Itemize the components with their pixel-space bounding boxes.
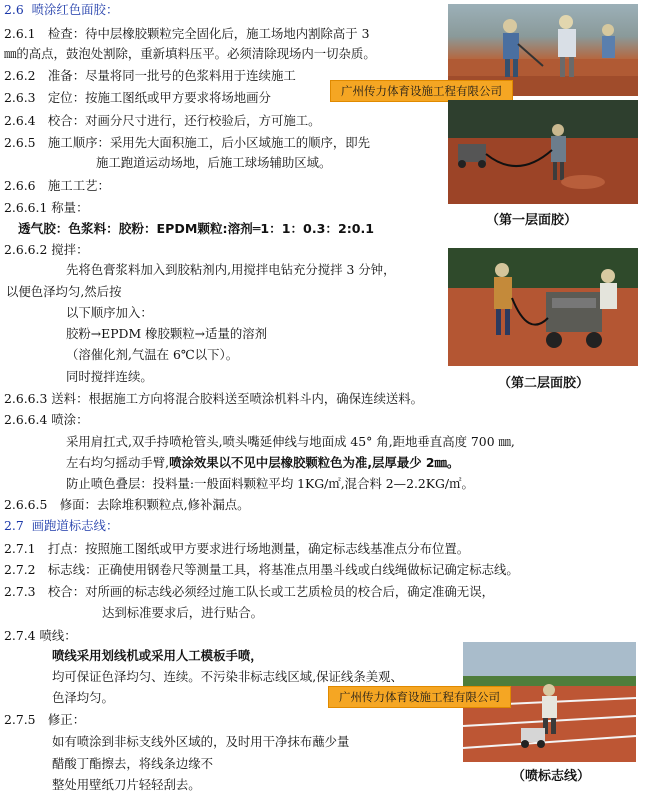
photo-first-coat-bottom	[448, 100, 638, 204]
s274-title: 2.7.4 喷线：	[4, 628, 77, 643]
photo1-caption: （第一层面胶）	[486, 213, 578, 228]
s2664-line3: 防止喷色叠层：投料量:一般面料颗粒平均 1KG/㎡,混合料 2—2.2KG/㎡。	[66, 476, 474, 491]
s273-line2: 达到标准要求后，进行贴合。	[102, 605, 264, 620]
s274-line2: 色泽均匀。	[52, 690, 114, 705]
s2662-line2: 以便色泽均匀,然后按	[6, 284, 122, 299]
s2664-line2-bold: 喷涂效果以不见中层橡胶颗粒色为准,层厚最少 2㎜。	[169, 455, 460, 470]
s2662-line1: 先将色膏浆料加入到胶粘剂内,用搅拌电钻充分搅拌 3 分钟，	[66, 262, 396, 277]
mixing-machine-illustration	[448, 248, 638, 366]
s2661-title: 2.6.6.1 称量：	[4, 200, 89, 215]
s263-text: 2.6.3 定位：按施工图纸或甲方要求将场地画分	[4, 90, 271, 105]
s2664-line2-normal: 左右均匀摇动手臂,	[66, 455, 170, 470]
s271-text: 2.7.1 打点：按照施工图纸或甲方要求进行场地测量，确定标志线基准点分布位置。	[4, 541, 470, 556]
s2662-line6: 同时搅拌连续。	[66, 369, 153, 384]
s2662-line3: 以下顺序加入：	[66, 305, 153, 320]
company-watermark-2: 广州传力体育设施工程有限公司	[328, 686, 511, 708]
section-2-7-heading	[4, 518, 118, 534]
s2665-text: 2.6.6.5 修面：去除堆积颗粒点,修补漏点。	[4, 497, 250, 512]
s2664-line2	[66, 455, 459, 471]
s2662-line5: （溶催化剂,气温在 6℃以下）。	[66, 347, 239, 362]
s2661-formula: 透气胶：色浆料：胶粉：EPDM颗粒:溶剂═1：1：0.3：2:0.1	[18, 221, 375, 236]
s2664-title: 2.6.6.4 喷涂：	[4, 412, 89, 427]
s275-line2: 醋酸丁酯擦去，将线条边缘不	[52, 756, 214, 771]
photo3-caption: （喷标志线）	[512, 769, 591, 784]
s265-line1: 2.6.5 施工顺序：采用先大面积施工，后小区域施工的顺序，即先	[4, 135, 371, 150]
s275-line3: 整处用壁纸刀片轻轻刮去。	[52, 777, 201, 792]
s2663-text: 2.6.6.3 送料：根据施工方向将混合胶料送至喷涂机料斗内，确保连续送料。	[4, 391, 424, 406]
s2662-line4: 胶粉→EPDM 橡胶颗粒→适量的溶剂	[66, 326, 268, 341]
s273-line1: 2.7.3 校合：对所画的标志线必须经过施工队长或工艺质检员的校合后，确定准确无误，	[4, 584, 494, 599]
s266-text: 2.6.6 施工工艺：	[4, 178, 110, 193]
section-title: 喷涂红色面胶：	[31, 2, 119, 17]
s275-line1: 如有喷涂到非标支线外区域的，及时用干净抹布蘸少量	[52, 734, 350, 749]
s274-line1: 均可保证色泽均匀、连续。不污染非标志线区域,保证线条美观、	[52, 669, 403, 684]
section-title: 画跑道标志线：	[31, 518, 119, 533]
s262-text: 2.6.2 准备：尽量将同一批号的色浆料用于连续施工	[4, 68, 296, 83]
spray-machine-illustration	[448, 100, 638, 204]
s2664-line1: 采用肩扛式,双手持喷枪管头,喷头嘴延伸线与地面成 45° 角,距地垂直高度 700 ㎜,	[66, 434, 515, 449]
s264-text: 2.6.4 校合：对画分尺寸进行，还行校验后，方可施工。	[4, 113, 321, 128]
section-2-6-heading	[4, 2, 118, 18]
photo2-caption: （第二层面胶）	[498, 376, 590, 391]
s272-text: 2.7.2 标志线：正确使用钢卷尺等测量工具，将基准点用墨斗线或白线绳做标记确定标志线。	[4, 562, 519, 577]
section-number: 2.6	[4, 2, 24, 17]
company-watermark-1: 广州传力体育设施工程有限公司	[330, 80, 513, 102]
s274-bold: 喷线采用划线机或采用人工模板手喷，	[52, 648, 263, 663]
s261-line2: ㎜的高点，鼓泡处割除，重新填料压平。必须清除现场内一切杂质。	[4, 46, 376, 61]
section-number: 2.7	[4, 518, 24, 533]
s2662-title: 2.6.6.2 搅拌：	[4, 242, 89, 257]
s265-line2: 施工跑道运动场地，后施工球场辅助区域。	[96, 155, 332, 170]
s275-title: 2.7.5 修正：	[4, 712, 86, 727]
photo-second-coat	[448, 248, 638, 366]
s261-line1: 2.6.1 检查：待中层橡胶颗粒完全固化后，施工场地内割除高于 3	[4, 26, 370, 41]
